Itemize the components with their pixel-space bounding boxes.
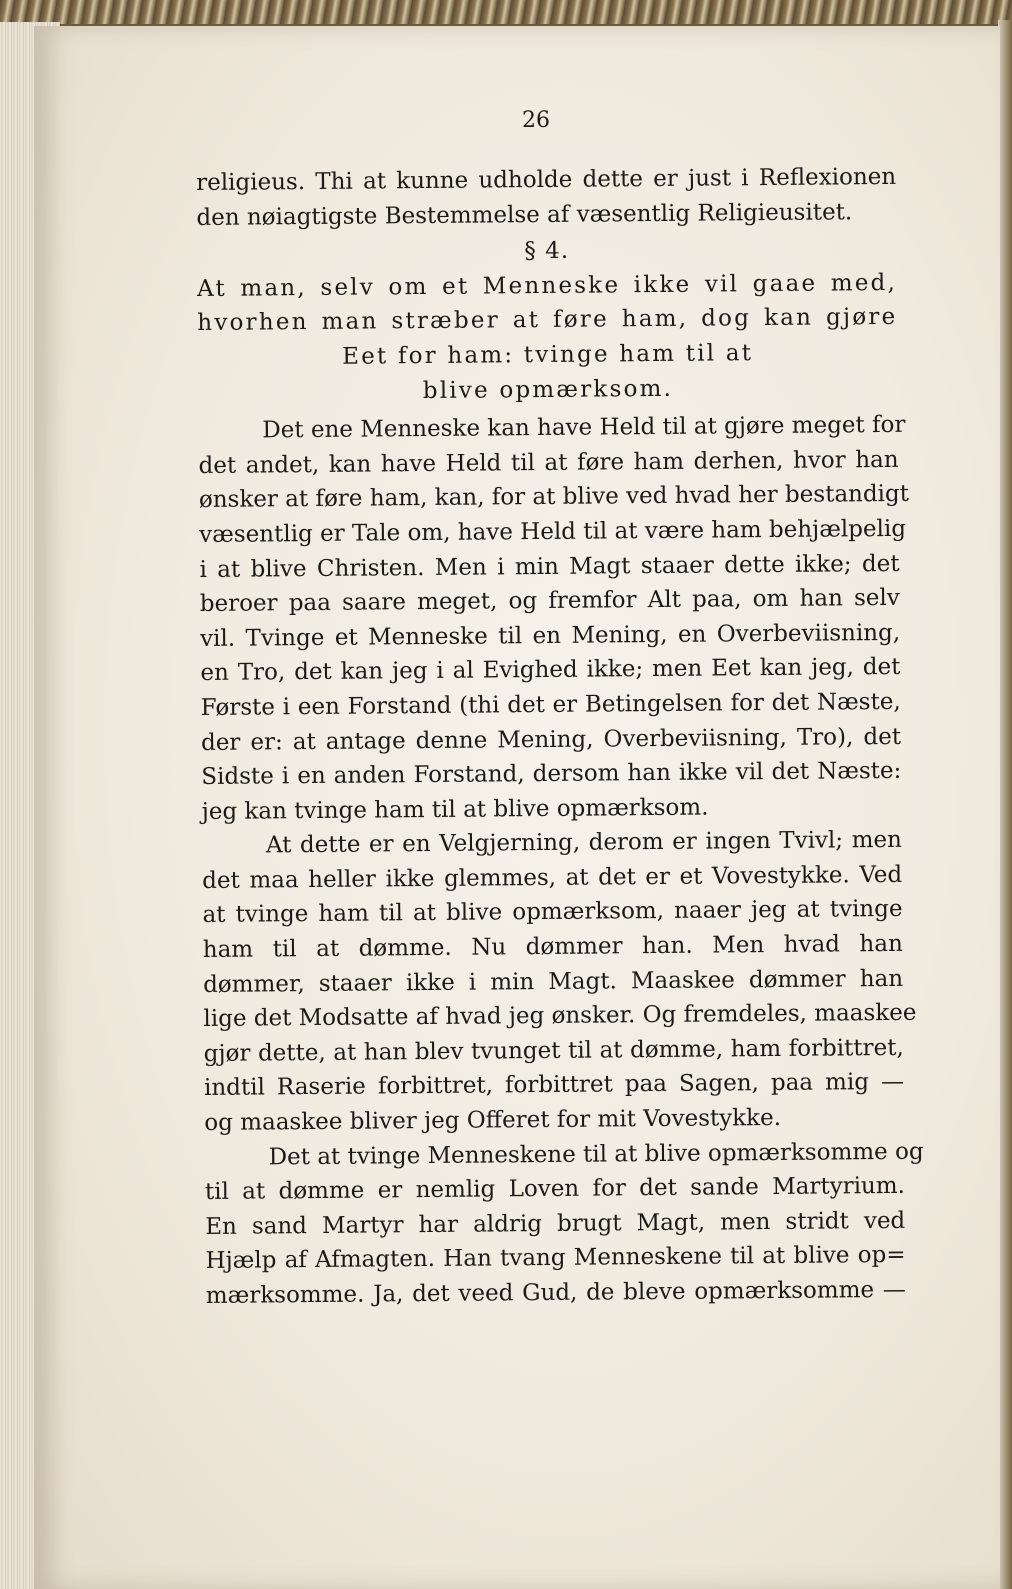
text-line: i at blive Christen. Men i min Magt staaer dette ikke; det [199, 550, 900, 583]
text-line: en Tro, det kan jeg i al Evighed ikke; men Eet kan jeg, det [200, 654, 901, 687]
text-line: vil. Tvinge et Menneske til en Mening, en Overbeviisning, [200, 619, 901, 652]
text-line: En sand Martyr har aldrig brugt Magt, men stridt ved [205, 1207, 906, 1240]
paragraph-3 [204, 1134, 924, 1313]
heading-line: hvorhen man stræber at føre ham, dog kan gjøre [197, 304, 898, 337]
text-line: det maa heller ikke glemmes, at det er et Vovestykke. Ved [202, 861, 903, 894]
text-line: lige det Modsatte af hvad jeg ønsker. Og fremdeles, maaskee [203, 999, 917, 1033]
text-line: Første i een Forstand (thi det er Betingelsen for det Næste, [200, 688, 901, 721]
page-number: 26 [522, 108, 550, 133]
text-line: ham til at dømme. Nu dømmer han. Men hvad han [202, 930, 903, 964]
text-line: At dette er en Velgjerning, derom er ingen Tvivl; men [265, 827, 903, 859]
text-line: jeg kan tvinge ham til at blive opmærksom. [201, 794, 709, 825]
text-line: at tvinge ham til at blive opmærksom, naaer jeg at tvinge [202, 896, 903, 929]
text-line: og maaskee bliver jeg Offeret for mit Vovestykke. [204, 1104, 782, 1136]
text-line: det andet, kan have Held til at føre ham derhen, hvor han [198, 446, 899, 479]
heading-line: At man, selv om et Menneske ikke vil gaae med, [196, 269, 898, 302]
heading-line: blive opmærksom. [422, 375, 674, 404]
text-line: mærksomme. Ja, det veed Gud, de bleve opmærksomme — [205, 1276, 906, 1309]
text-line: ønsker at føre ham, kan, for at blive ved hvad her bestandigt [198, 481, 910, 514]
paragraph-2 [202, 823, 917, 1140]
continuation-paragraph [196, 160, 897, 235]
text-line: der er: at antage denne Mening, Overbeviisning, Tro), det [200, 723, 902, 756]
text-line: gjør dette, at han blev tvunget til at dømme, ham forbittret, [203, 1034, 904, 1067]
paragraph-1 [198, 408, 910, 829]
text-line: dømmer, staaer ikke i min Magt. Maaskee dømmer han [203, 965, 904, 998]
book-binding [0, 0, 1012, 24]
body-text [196, 160, 924, 1314]
text-line: religieus. Thi at kunne udholde dette er just i Reflexionen [196, 163, 897, 196]
section-heading [197, 231, 898, 410]
text-line: den nøiagtigste Bestemmelse af væsentlig Religieusitet. [196, 198, 853, 231]
text-line: Sidste i en anden Forstand, dersom han ikke vil det Næste: [201, 757, 902, 791]
text-line: væsentlig er Tale om, have Held til at være ham behjælpelig [199, 515, 907, 548]
text-line: indtil Raserie forbittret, forbittret paa Sagen, paa mig — [203, 1069, 905, 1102]
book-cover-edge [998, 20, 1012, 1589]
section-mark: § 4. [524, 237, 570, 265]
text-line: Hjælp af Afmagten. Han tvang Menneskene til at blive op= [205, 1242, 906, 1275]
heading-line: Eet for ham: tvinge ham til at [342, 340, 754, 370]
text-line: til at dømme er nemlig Loven for det sande Martyrium. [204, 1173, 906, 1206]
text-line: Det at tvinge Menneskene til at blive opmærksomme og [268, 1138, 924, 1171]
text-line: beroer paa saare meget, og fremfor Alt paa, om han selv [199, 585, 900, 618]
text-line: Det ene Menneske kan have Held til at gjøre meget for [262, 411, 906, 444]
